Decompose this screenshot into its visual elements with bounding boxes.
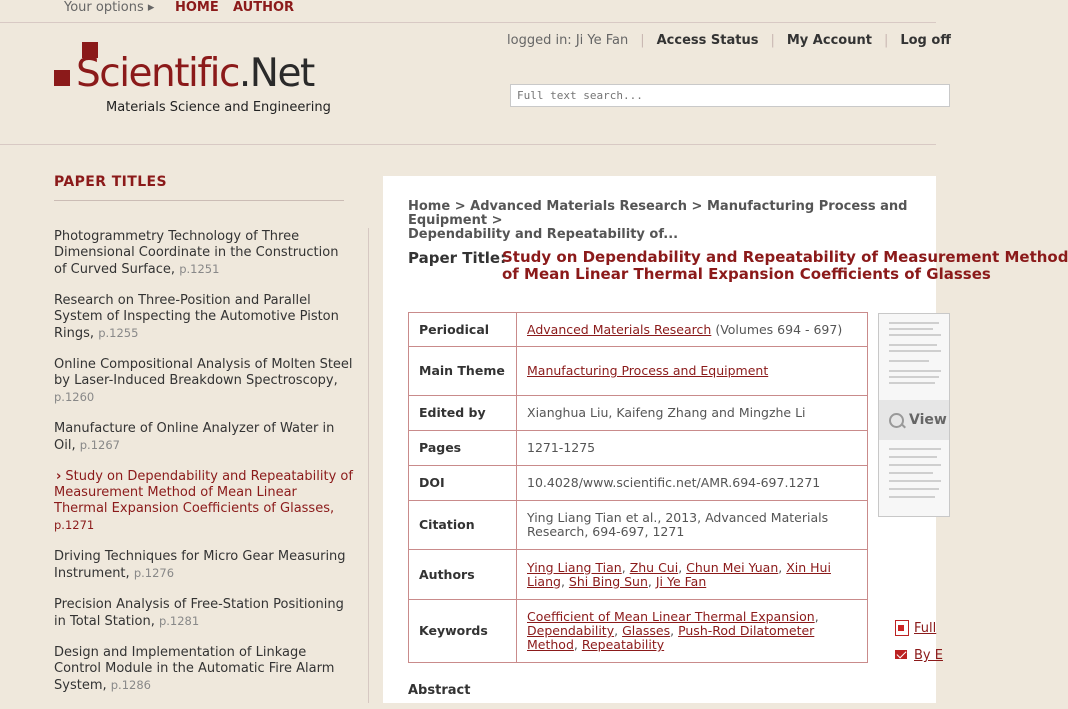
edited-by-value: Xianghua Liu, Kaifeng Zhang and Mingzhe Li bbox=[517, 396, 868, 431]
current-arrow-icon: › bbox=[56, 469, 62, 484]
pages-value: 1271-1275 bbox=[517, 431, 868, 466]
thumbnail-text-line bbox=[889, 496, 935, 498]
sidebar-heading-divider bbox=[54, 200, 344, 201]
logo-tagline: Materials Science and Engineering bbox=[106, 100, 331, 115]
log-off-link[interactable]: Log off bbox=[900, 33, 951, 48]
nav-home-link[interactable]: HOME bbox=[175, 0, 219, 15]
breadcrumb-theme-link[interactable]: Manufacturing Process and Equipment bbox=[408, 199, 908, 228]
periodical-link[interactable]: Advanced Materials Research bbox=[527, 321, 712, 337]
paper-page-number: p.1281 bbox=[158, 614, 200, 628]
paper-title-label: Paper Title: bbox=[408, 249, 507, 267]
paper-title-text: Study on Dependability and Repeatability of Measurement Method of Mean Linear Thermal Expansion Coefficients of Glasses, bbox=[54, 469, 353, 516]
keyword-link[interactable]: Glasses bbox=[622, 623, 671, 638]
paper-page-number: p.1251 bbox=[179, 262, 220, 276]
my-account-link[interactable]: My Account bbox=[786, 33, 872, 48]
scientific-net-logo[interactable] bbox=[54, 42, 344, 122]
full-text-search-input[interactable] bbox=[510, 84, 950, 107]
authors-value: Ying Liang Tian, Zhu Cui, Chun Mei Yuan, Xin Hui Liang, Shi Bing Sun, Ji Ye Fan bbox=[517, 550, 868, 600]
periodical-row bbox=[409, 313, 868, 347]
periodical-volumes: (Volumes 694 - 697) bbox=[715, 321, 843, 337]
periodical-label: Periodical bbox=[409, 313, 517, 347]
paper-title-item[interactable] bbox=[54, 293, 354, 342]
separator: | bbox=[770, 33, 775, 48]
pages-row bbox=[409, 431, 868, 466]
author-link[interactable]: Shi Bing Sun bbox=[568, 573, 648, 589]
logged-in-status: logged in: Ji Ye Fan bbox=[507, 33, 629, 48]
paper-title-item[interactable] bbox=[54, 421, 354, 454]
doi-label: DOI bbox=[409, 466, 517, 501]
keywords-row bbox=[409, 600, 868, 663]
view-label: View bbox=[909, 412, 947, 428]
thumbnail-text-line bbox=[889, 464, 941, 466]
paper-title-item[interactable] bbox=[54, 229, 354, 278]
full-text-link[interactable]: Full bbox=[914, 621, 937, 636]
thumbnail-text-line bbox=[889, 480, 941, 482]
paper-title-text: Precision Analysis of Free-Station Positioning in Total Station, bbox=[54, 597, 344, 629]
logo-wordmark bbox=[76, 52, 314, 96]
header-divider bbox=[0, 144, 936, 145]
breadcrumb-home-link[interactable]: Home bbox=[408, 199, 451, 214]
author-link[interactable]: Ying Liang Tian bbox=[527, 559, 622, 575]
breadcrumb-separator: > bbox=[691, 199, 703, 214]
citation-label: Citation bbox=[409, 501, 517, 550]
separator: | bbox=[640, 33, 645, 48]
sidebar-divider bbox=[368, 228, 369, 703]
thumbnail-text-line bbox=[889, 322, 939, 324]
thumbnail-text-line bbox=[889, 376, 939, 378]
logo-name-part1: Scientific bbox=[76, 51, 239, 96]
paper-title-text: Photogrammetry Technology of Three Dimensional Coordinate in the Construction of Curved Surface, bbox=[54, 229, 339, 277]
thumbnail-text-line bbox=[889, 370, 941, 372]
separator: | bbox=[883, 33, 889, 48]
citation-value: Ying Liang Tian et al., 2013, Advanced Materials Research, 694-697, 1271 bbox=[517, 501, 868, 550]
main-theme-link[interactable]: Manufacturing Process and Equipment bbox=[527, 363, 769, 378]
main-theme-row bbox=[409, 347, 868, 396]
authors-row bbox=[409, 550, 868, 600]
main-theme-value bbox=[517, 347, 868, 396]
edited-by-label: Edited by bbox=[409, 396, 517, 431]
zoom-in-icon bbox=[889, 413, 904, 428]
author-link[interactable]: Zhu Cui bbox=[629, 559, 679, 575]
thumbnail-text-line bbox=[889, 472, 933, 474]
paper-title-item[interactable] bbox=[54, 469, 354, 534]
access-status-link[interactable]: Access Status bbox=[656, 33, 759, 48]
pages-label: Pages bbox=[409, 431, 517, 466]
paper-title-item[interactable] bbox=[54, 645, 354, 694]
paper-title-item[interactable] bbox=[54, 357, 354, 406]
your-options-label: Your options ▸ bbox=[64, 0, 155, 15]
user-bar bbox=[507, 33, 951, 49]
thumbnail-text-line bbox=[889, 328, 933, 330]
breadcrumb bbox=[408, 200, 948, 242]
by-email-link[interactable]: By E bbox=[914, 648, 943, 663]
paper-title-line2: of Mean Linear Thermal Expansion Coefficients of Glasses bbox=[502, 265, 991, 283]
paper-info-table bbox=[408, 312, 868, 663]
nav-author-link[interactable]: AUTHOR bbox=[233, 0, 295, 15]
doi-value: 10.4028/www.scientific.net/AMR.694-697.1271 bbox=[517, 466, 868, 501]
breadcrumb-separator: > bbox=[491, 213, 503, 228]
keywords-value: Coefficient of Mean Linear Thermal Expansion, Dependability, Glasses, Push-Rod Dilatometer Method, Repeatability bbox=[517, 600, 868, 663]
thumbnail-text-line bbox=[889, 350, 941, 352]
paper-page-number: p.1276 bbox=[133, 566, 175, 580]
keyword-link[interactable]: Push-Rod Dilatometer Method bbox=[527, 623, 815, 652]
thumbnail-text-line bbox=[889, 382, 935, 384]
thumbnail-text-line bbox=[889, 360, 929, 362]
breadcrumb-separator: > bbox=[454, 199, 466, 214]
paper-title-item[interactable] bbox=[54, 597, 354, 630]
paper-preview-thumbnail[interactable] bbox=[878, 313, 950, 517]
paper-title-item[interactable] bbox=[54, 549, 354, 582]
thumbnail-text-line bbox=[889, 456, 937, 458]
paper-title-text: Online Compositional Analysis of Molten Steel by Laser-Induced Breakdown Spectroscopy, bbox=[54, 357, 353, 388]
author-link[interactable]: Xin Hui Liang bbox=[527, 559, 831, 589]
paper-title-text: Design and Implementation of Linkage Control Module in the Automatic Fire Alarm System, bbox=[54, 645, 335, 693]
paper-title-text: Driving Techniques for Micro Gear Measuring Instrument, bbox=[54, 549, 346, 581]
keywords-label: Keywords bbox=[409, 600, 517, 663]
paper-titles-list bbox=[54, 229, 354, 709]
keyword-link[interactable]: Repeatability bbox=[581, 637, 665, 652]
breadcrumb-current: Dependability and Repeatability of... bbox=[408, 227, 679, 242]
keyword-link[interactable]: Dependability bbox=[527, 623, 615, 638]
paper-page-number: p.1267 bbox=[79, 438, 120, 452]
main-theme-label: Main Theme bbox=[409, 347, 517, 396]
paper-page-number: p.1255 bbox=[98, 326, 139, 340]
keyword-link[interactable]: Coefficient of Mean Linear Thermal Expansion bbox=[527, 609, 815, 624]
paper-page-number: p.1271 bbox=[54, 518, 95, 532]
edited-by-row bbox=[409, 396, 868, 431]
top-options-bar bbox=[0, 0, 936, 23]
thumbnail-text-line bbox=[889, 344, 937, 346]
doi-row bbox=[409, 466, 868, 501]
author-link[interactable]: Ji Ye Fan bbox=[655, 573, 707, 589]
periodical-value bbox=[517, 313, 868, 347]
main-content-panel bbox=[383, 176, 1068, 703]
abstract-heading: Abstract bbox=[408, 683, 471, 698]
paper-title-text: Manufacture of Online Analyzer of Water in Oil, bbox=[54, 421, 335, 453]
paper-titles-heading: PAPER TITLES bbox=[54, 174, 167, 190]
paper-title bbox=[502, 248, 1068, 283]
logo-square-icon bbox=[54, 70, 70, 86]
thumbnail-text-line bbox=[889, 488, 939, 490]
citation-row bbox=[409, 501, 868, 550]
paper-page-number: p.1286 bbox=[110, 678, 151, 692]
view-preview-button[interactable] bbox=[879, 400, 949, 440]
email-icon bbox=[895, 650, 907, 659]
authors-label: Authors bbox=[409, 550, 517, 600]
paper-title-text: Research on Three-Position and Parallel System of Inspecting the Automotive Piston Rings, bbox=[54, 293, 339, 341]
thumbnail-text-line bbox=[889, 334, 941, 336]
breadcrumb-journal-link[interactable]: Advanced Materials Research bbox=[470, 199, 688, 214]
logo-name-part2: .Net bbox=[238, 51, 314, 96]
paper-page-number: p.1260 bbox=[54, 390, 95, 404]
author-link[interactable]: Chun Mei Yuan bbox=[686, 559, 779, 575]
paper-title-line1: Study on Dependability and Repeatability of Measurement Method bbox=[502, 248, 1068, 266]
pdf-icon bbox=[895, 620, 909, 636]
thumbnail-text-line bbox=[889, 448, 941, 450]
